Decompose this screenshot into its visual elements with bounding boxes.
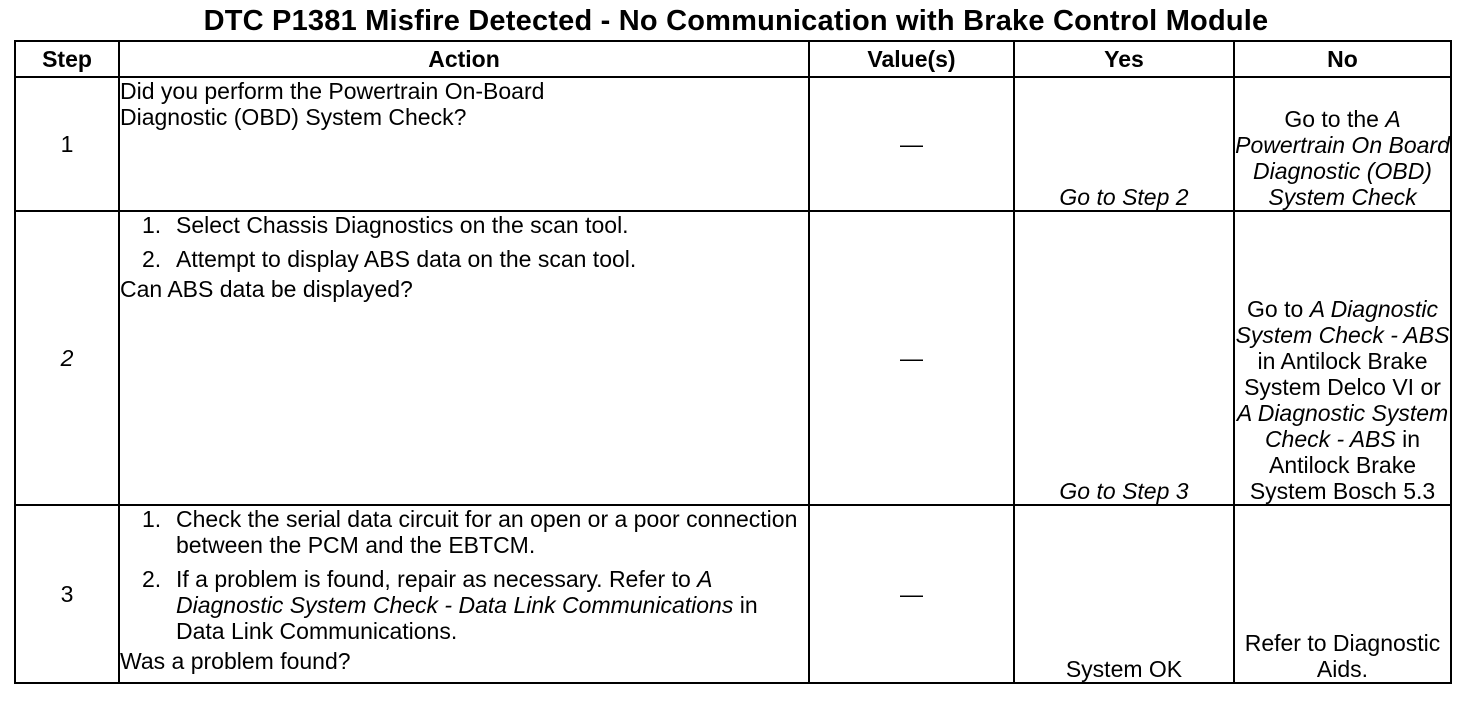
yes-cell: Go to Step 3 — [1014, 211, 1234, 505]
action-question: Was a problem found? — [120, 648, 351, 674]
yes-cell: Go to Step 2 — [1014, 77, 1234, 211]
list-item-text: in Data Link Communications. — [176, 592, 758, 644]
list-item — [120, 246, 808, 272]
no-text: Go to — [1247, 296, 1310, 322]
action-cell — [119, 505, 809, 683]
list-item-text: Select Chassis Diagnostics on the scan tool. — [176, 212, 629, 238]
no-cell: Refer to Diagnostic Aids. — [1234, 505, 1451, 683]
yes-cell: System OK — [1014, 505, 1234, 683]
list-item — [120, 566, 808, 644]
no-cell — [1234, 211, 1451, 505]
no-text: in Antilock Brake System Delco VI or — [1244, 348, 1441, 400]
list-item — [120, 506, 808, 558]
list-item-text: Attempt to display ABS data on the scan tool. — [176, 246, 637, 272]
header-action: Action — [119, 41, 809, 77]
list-item-number: 1. — [142, 212, 162, 238]
list-item — [120, 212, 808, 238]
table-row — [15, 505, 1451, 683]
step-number: 3 — [15, 505, 119, 683]
diagnostic-table — [14, 40, 1452, 684]
action-question: Can ABS data be displayed? — [120, 276, 413, 302]
list-item-number: 2. — [142, 246, 162, 272]
no-reference-link[interactable]: A Diagnostic System Check - ABS — [1236, 400, 1449, 452]
table-header-row — [15, 41, 1451, 77]
table-row — [15, 77, 1451, 211]
no-cell — [1234, 77, 1451, 211]
action-question: Did you perform the Powertrain On-Board Diagnostic (OBD) System Check? — [120, 78, 545, 130]
no-text: Go to the — [1284, 106, 1386, 132]
list-item-text: If a problem is found, repair as necessary. Refer to — [176, 566, 698, 592]
action-reference-link[interactable]: A Diagnostic System Check - Data Link Communications — [176, 566, 734, 618]
table-row — [15, 211, 1451, 505]
header-step: Step — [15, 41, 119, 77]
action-cell — [119, 77, 809, 211]
value-cell: — — [809, 77, 1014, 211]
header-no: No — [1234, 41, 1451, 77]
no-reference-link[interactable]: A Diagnostic System Check - ABS — [1235, 296, 1450, 348]
value-cell: — — [809, 211, 1014, 505]
step-number: 1 — [15, 77, 119, 211]
no-text: in Antilock Brake System Bosch 5.3 — [1249, 426, 1436, 504]
action-cell — [119, 211, 809, 505]
header-yes: Yes — [1014, 41, 1234, 77]
header-values: Value(s) — [809, 41, 1014, 77]
list-item-number: 1. — [142, 506, 162, 532]
page-title: DTC P1381 Misfire Detected - No Communication with Brake Control Module — [203, 5, 1269, 37]
list-item-text: Check the serial data circuit for an open or a poor connection between the PCM and the EBTCM. — [176, 506, 798, 558]
action-step-list — [120, 506, 808, 644]
no-reference-link[interactable]: A Powertrain On Board Diagnostic (OBD) System Check — [1235, 106, 1450, 210]
value-cell: — — [809, 505, 1014, 683]
step-number: 2 — [15, 211, 119, 505]
list-item-number: 2. — [142, 566, 162, 592]
action-step-list — [120, 212, 808, 272]
